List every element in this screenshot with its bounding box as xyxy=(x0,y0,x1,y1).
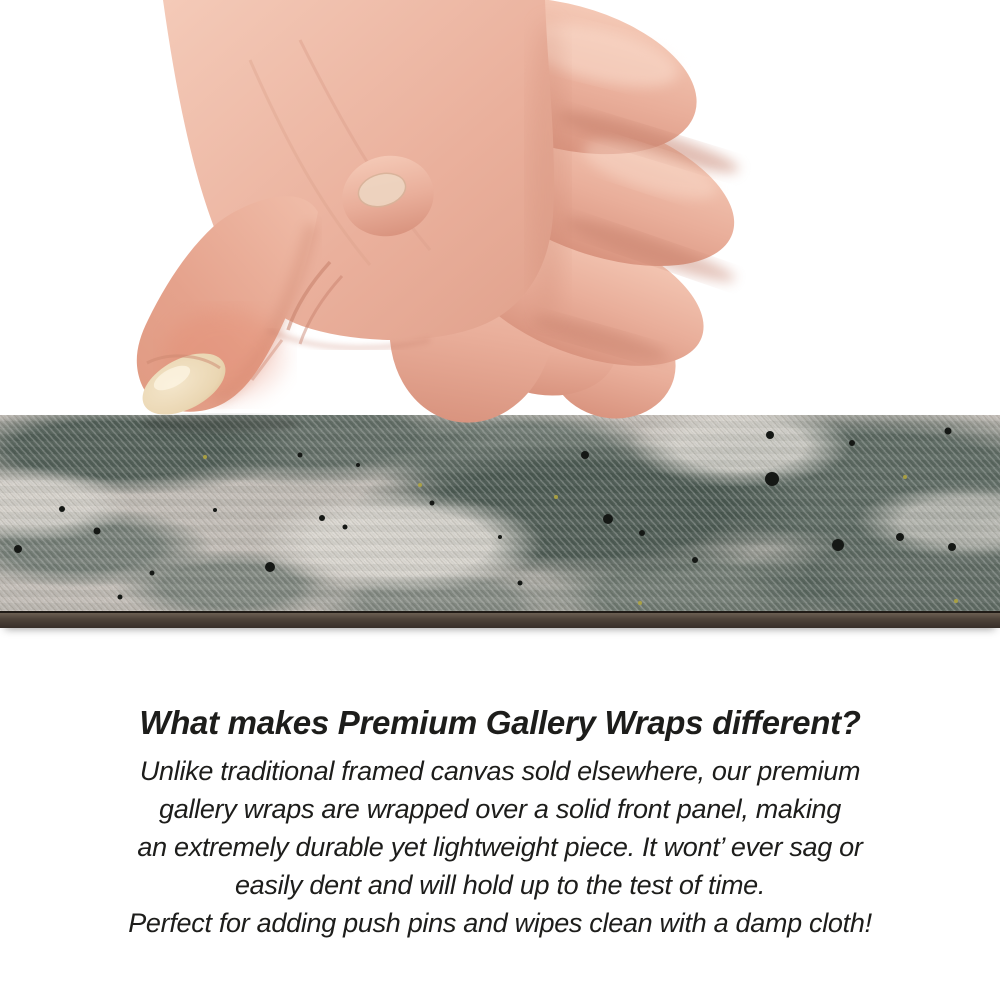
canvas-texture-specks xyxy=(0,415,1000,628)
marketing-copy xyxy=(0,702,1000,942)
hand-pressing-thumb-icon xyxy=(0,0,1000,445)
body-line-5: Perfect for adding push pins and wipes clean with a damp cloth! xyxy=(128,908,872,938)
canvas-edge-photo xyxy=(0,415,1000,628)
body-line-1: Unlike traditional framed canvas sold elsewhere, our premium xyxy=(139,756,861,786)
body-line-4: easily dent and will hold up to the test of time. xyxy=(234,870,766,900)
body-line-3: an extremely durable yet lightweight piece. It wont’ ever sag or xyxy=(137,832,863,862)
panel-edge-band xyxy=(0,611,1000,628)
headline: What makes Premium Gallery Wraps different? xyxy=(139,704,861,741)
body-line-2: gallery wraps are wrapped over a solid front panel, making xyxy=(159,794,841,824)
